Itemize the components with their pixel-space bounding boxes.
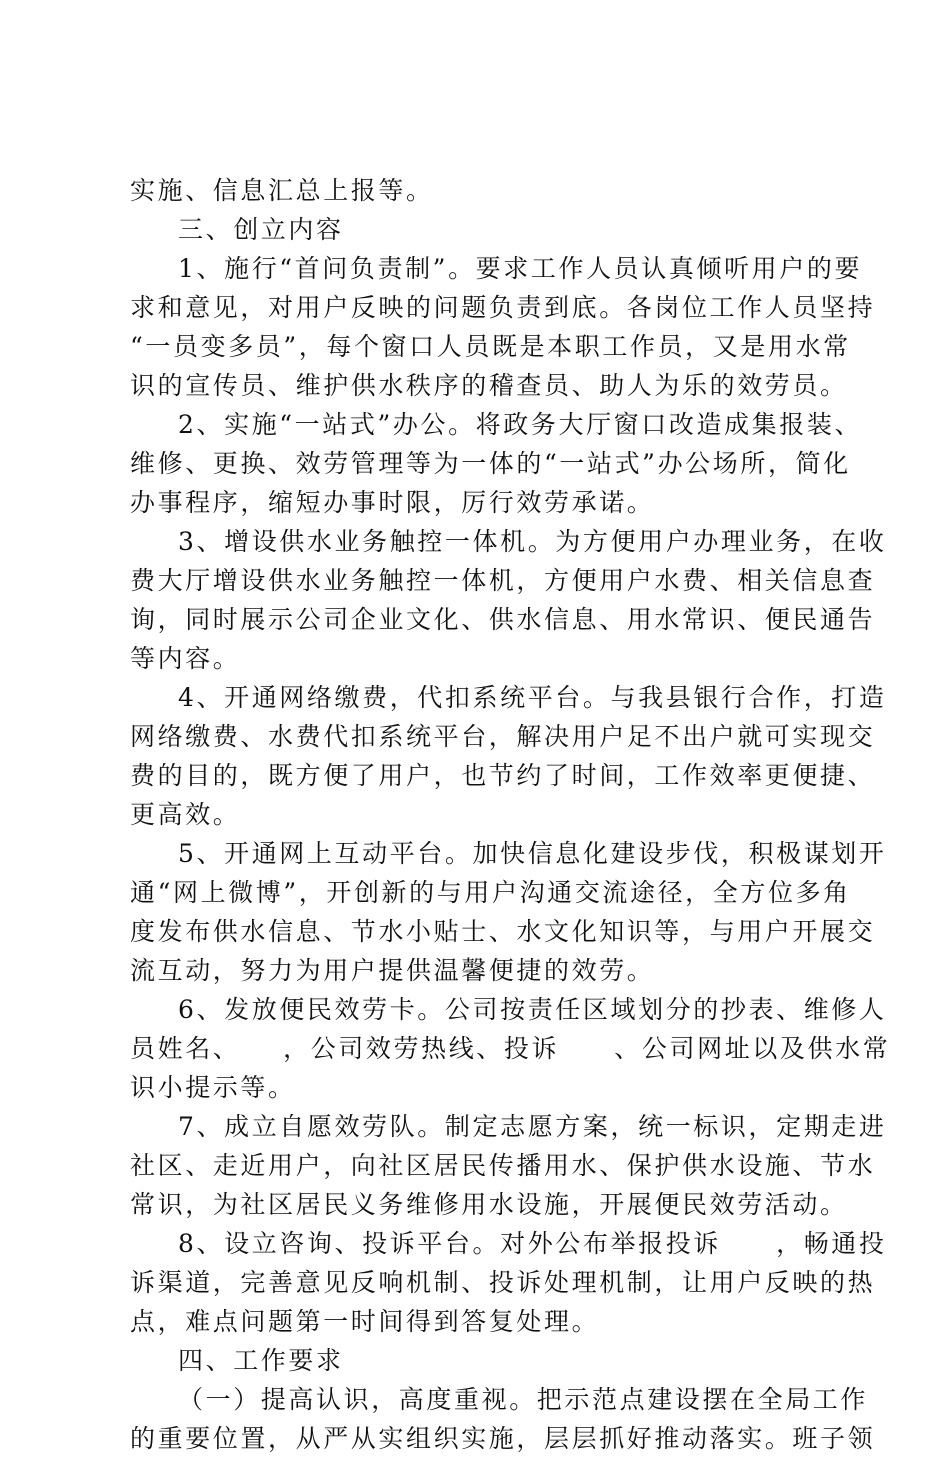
text-line: 求和意见，对用户反映的问题负责到底。各岗位工作人员坚持 xyxy=(130,293,876,322)
text-line: 员姓名、 ，公司效劳热线、投诉 、公司网址以及供水常 xyxy=(130,1034,891,1063)
text-line: “一员变多员”，每个窗口人员既是本职工作员，又是用水常 xyxy=(130,332,851,361)
text-line: 6、发放便民效劳卡。公司按责任区域划分的抄表、维修人 xyxy=(178,995,887,1024)
text-line: 更高效。 xyxy=(130,800,241,829)
text-line: 度发布供水信息、节水小贴士、水文化知识等，与用户开展交 xyxy=(130,917,876,946)
text-line: 网络缴费、水费代扣系统平台，解决用户足不出户就可实现交 xyxy=(130,722,876,751)
text-line: 诉渠道，完善意见反响机制、投诉处理机制，让用户反映的热 xyxy=(130,1268,876,1297)
text-line: 通“网上微博”，开创新的与用户沟通交流途径，全方位多角 xyxy=(130,878,851,907)
text-line: 识小提示等。 xyxy=(130,1073,296,1102)
text-line: 1、施行“首问负责制”。要求工作人员认真倾听用户的要 xyxy=(178,254,863,283)
text-line: 办事程序，缩短办事时限，厉行效劳承诺。 xyxy=(130,488,655,517)
text-line: 实施、信息汇总上报等。 xyxy=(130,176,434,205)
text-line: 3、增设供水业务触控一体机。为方便用户办理业务，在收 xyxy=(178,527,887,556)
text-line: 5、开通网上互动平台。加快信息化建设步伐，积极谋划开 xyxy=(178,839,887,868)
text-line: 询，同时展示公司企业文化、供水信息、用水常识、便民通告 xyxy=(130,605,876,634)
text-line: 流互动，努力为用户提供温馨便捷的效劳。 xyxy=(130,956,655,985)
text-line: 费的目的，既方便了用户，也节约了时间，工作效率更便捷、 xyxy=(130,761,876,790)
text-line: 点，难点问题第一时间得到答复处理。 xyxy=(130,1307,600,1336)
text-line: 的重要位置，从严从实组织实施，层层抓好推动落实。班子领 xyxy=(130,1424,876,1453)
text-line: 2、实施“一站式”办公。将政务大厅窗口改造成集报装、 xyxy=(178,410,863,439)
section-heading-creation-content: 三、创立内容 xyxy=(178,215,344,244)
text-line: 等内容。 xyxy=(130,644,241,673)
text-line: 4、开通网络缴费，代扣系统平台。与我县银行合作，打造 xyxy=(178,683,887,712)
text-line: 7、成立自愿效劳队。制定志愿方案，统一标识，定期走进 xyxy=(178,1112,887,1141)
text-line: 常识，为社区居民义务维修用水设施，开展便民效劳活动。 xyxy=(130,1190,848,1219)
text-line: 8、设立咨询、投诉平台。对外公布举报投诉 ，畅通投 xyxy=(178,1229,887,1258)
document-body xyxy=(130,171,891,1458)
section-heading-work-requirements: 四、工作要求 xyxy=(178,1346,344,1375)
text-line: 社区、走近用户，向社区居民传播用水、保护供水设施、节水 xyxy=(130,1151,876,1180)
text-line: 识的宣传员、维护供水秩序的稽查员、助人为乐的效劳员。 xyxy=(130,371,848,400)
text-line: 费大厅增设供水业务触控一体机，方便用户水费、相关信息查 xyxy=(130,566,876,595)
text-line: 维修、更换、效劳管理等为一体的“一站式”办公场所，简化 xyxy=(130,449,851,478)
text-line: （一）提高认识，高度重视。把示范点建设摆在全局工作 xyxy=(178,1385,869,1414)
